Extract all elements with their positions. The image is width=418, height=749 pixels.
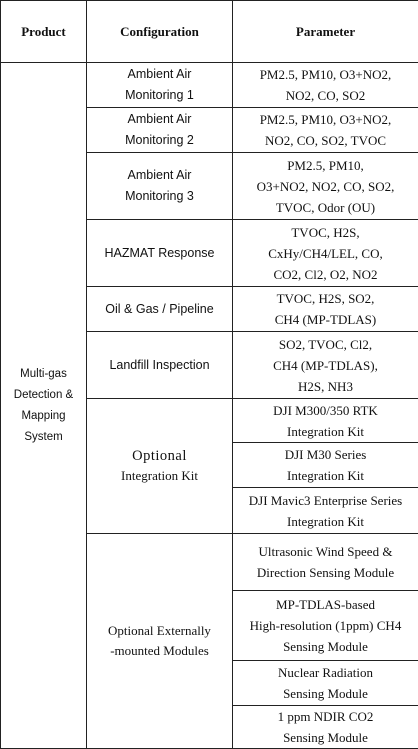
config-line: Optional Externally	[91, 621, 228, 641]
param-cell	[233, 534, 418, 591]
param-cell	[233, 443, 418, 488]
param-line: CxHy/CH4/LEL, CO,	[237, 243, 414, 264]
config-line: Oil & Gas / Pipeline	[91, 299, 228, 320]
param-line: Ultrasonic Wind Speed &	[237, 541, 414, 562]
header-configuration: Configuration	[87, 1, 233, 63]
config-cell	[87, 332, 233, 399]
config-cell	[87, 220, 233, 287]
param-cell	[233, 108, 418, 153]
header-parameter: Parameter	[233, 1, 418, 63]
param-cell	[233, 332, 418, 399]
param-line: PM2.5, PM10, O3+NO2,	[237, 109, 414, 130]
config-cell	[87, 63, 233, 108]
param-cell	[233, 488, 418, 534]
param-cell	[233, 399, 418, 443]
product-line: Detection &	[5, 385, 82, 406]
param-line: PM2.5, PM10,	[237, 155, 414, 176]
param-cell	[233, 706, 418, 749]
config-line: Monitoring 3	[91, 186, 228, 207]
param-line: DJI Mavic3 Enterprise Series	[237, 490, 414, 511]
config-line: Integration Kit	[91, 466, 228, 486]
param-cell	[233, 661, 418, 706]
param-line: MP-TDLAS-based	[237, 594, 414, 615]
table-row	[1, 63, 418, 108]
config-line: Optional	[91, 446, 228, 466]
param-line: CO2, Cl2, O2, NO2	[237, 264, 414, 285]
param-line: Sensing Module	[237, 636, 414, 657]
param-line: Integration Kit	[237, 421, 414, 442]
header-product: Product	[1, 1, 87, 63]
config-cell	[87, 153, 233, 220]
config-line: -mounted Modules	[91, 641, 228, 661]
param-line: Integration Kit	[237, 465, 414, 486]
param-line: TVOC, H2S,	[237, 222, 414, 243]
param-cell	[233, 153, 418, 220]
param-line: CH4 (MP-TDLAS),	[237, 355, 414, 376]
config-line: Ambient Air	[91, 64, 228, 85]
header-row	[1, 1, 418, 63]
param-line: TVOC, Odor (OU)	[237, 197, 414, 218]
config-line: Monitoring 2	[91, 130, 228, 151]
param-line: NO2, CO, SO2	[237, 85, 414, 106]
config-line: HAZMAT Response	[91, 243, 228, 264]
config-cell	[87, 287, 233, 332]
config-line: Ambient Air	[91, 109, 228, 130]
product-line: System	[5, 427, 82, 448]
param-cell	[233, 287, 418, 332]
param-line: O3+NO2, NO2, CO, SO2,	[237, 176, 414, 197]
param-line: High-resolution (1ppm) CH4	[237, 615, 414, 636]
param-line: DJI M30 Series	[237, 444, 414, 465]
param-line: H2S, NH3	[237, 376, 414, 397]
param-line: Integration Kit	[237, 511, 414, 532]
param-line: TVOC, H2S, SO2,	[237, 288, 414, 309]
param-line: Nuclear Radiation	[237, 662, 414, 683]
config-cell	[87, 534, 233, 749]
param-line: Sensing Module	[237, 727, 414, 748]
param-cell	[233, 591, 418, 661]
param-line: NO2, CO, SO2, TVOC	[237, 130, 414, 151]
param-line: 1 ppm NDIR CO2	[237, 706, 414, 727]
config-line: Monitoring 1	[91, 85, 228, 106]
product-line: Mapping	[5, 406, 82, 427]
param-line: SO2, TVOC, Cl2,	[237, 334, 414, 355]
config-line: Landfill Inspection	[91, 355, 228, 376]
param-line: Sensing Module	[237, 683, 414, 704]
product-line: Multi-gas	[5, 364, 82, 385]
param-line: PM2.5, PM10, O3+NO2,	[237, 64, 414, 85]
config-cell	[87, 108, 233, 153]
param-line: CH4 (MP-TDLAS)	[237, 309, 414, 330]
product-cell	[1, 63, 87, 749]
config-line: Ambient Air	[91, 165, 228, 186]
config-cell	[87, 399, 233, 534]
param-line: DJI M300/350 RTK	[237, 400, 414, 421]
param-cell	[233, 220, 418, 287]
param-cell	[233, 63, 418, 108]
param-line: Direction Sensing Module	[237, 562, 414, 583]
